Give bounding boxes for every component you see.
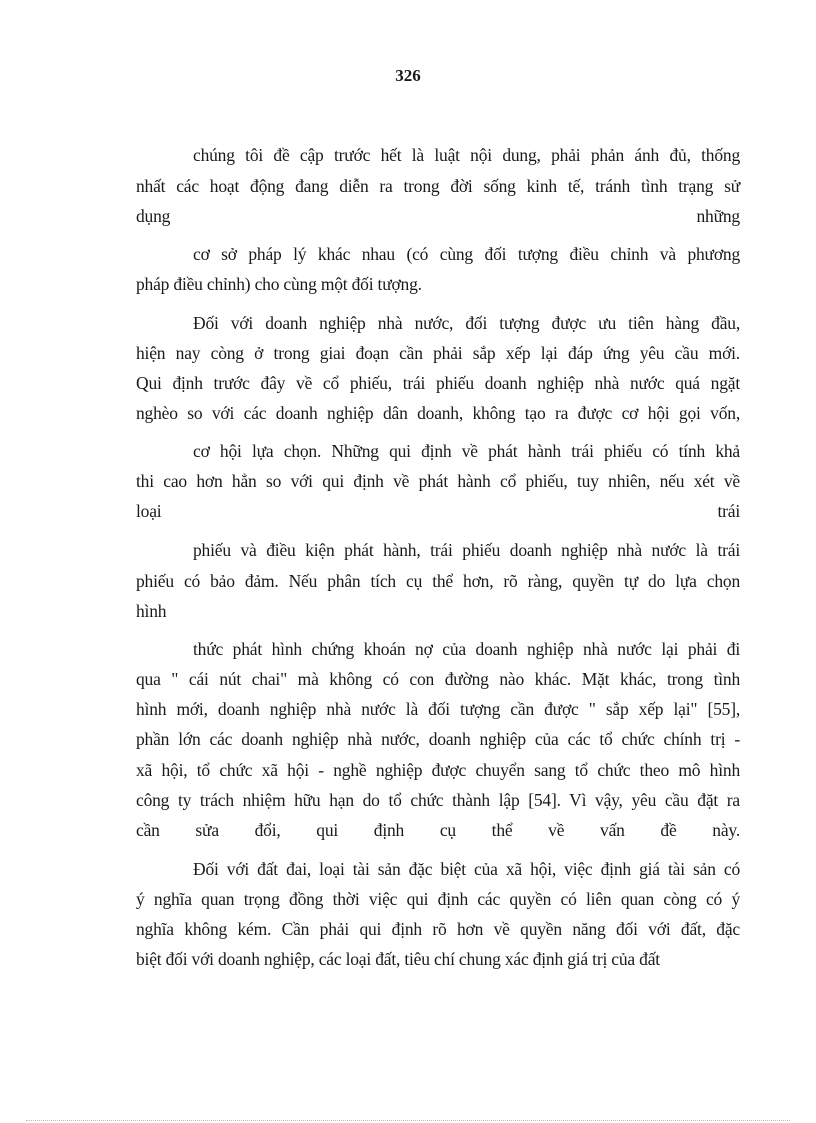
text-line: phiếu có bảo đảm. Nếu phân tích cụ thể hơn, rõ ràng, quyền tự do lựa chọn — [136, 571, 740, 591]
text-line: biệt đối với doanh nghiệp, các loại đất, tiêu chí chung xác định giá trị của đất — [136, 949, 660, 969]
text-line: loại trái — [136, 501, 740, 521]
text-line: hình mới, doanh nghiệp nhà nước là đối tượng cần được " sắp xếp lại" [55], — [136, 699, 740, 719]
text-line: xã hội, tổ chức xã hội - nghề nghiệp được chuyển sang tổ chức theo mô hình — [136, 760, 740, 780]
text-line: pháp điều chỉnh) cho cùng một đối tượng. — [136, 274, 422, 294]
text-line: phần lớn các doanh nghiệp nhà nước, doanh nghiệp của các tổ chức chính trị - — [136, 729, 740, 749]
text-line: cần sửa đổi, qui định cụ thể về vấn đề này. — [136, 820, 740, 840]
text-line: nghĩa không kém. Cần phải qui định rõ hơn về quyền năng đối với đất, đặc — [136, 919, 740, 939]
text-line: nhất các hoạt động đang diễn ra trong đời sống kinh tế, tránh tình trạng sử — [136, 176, 740, 196]
page-bottom-rule — [26, 1120, 790, 1121]
text-line: công ty trách nhiệm hữu hạn do tổ chức thành lập [54]. Vì vậy, yêu cầu đặt ra — [136, 790, 740, 810]
text-line: Đối với đất đai, loại tài sản đặc biệt của xã hội, việc định giá tài sản có — [193, 859, 740, 879]
text-line: Qui định trước đây về cổ phiếu, trái phiếu doanh nghiệp nhà nước quá ngặt — [136, 373, 740, 393]
text-line: Đối với doanh nghiệp nhà nước, đối tượng được ưu tiên hàng đầu, — [193, 313, 740, 333]
text-line: chúng tôi đề cập trước hết là luật nội dung, phải phản ánh đủ, thống — [193, 145, 740, 165]
text-line: cơ sở pháp lý khác nhau (có cùng đối tượng điều chỉnh và phương — [193, 244, 740, 264]
text-line: dụng những — [136, 206, 740, 226]
text-line: nghèo so với các doanh nghiệp dân doanh, không tạo ra được cơ hội gọi vốn, — [136, 403, 740, 423]
text-line: hình — [136, 601, 167, 621]
text-line: cơ hội lựa chọn. Những qui định về phát hành trái phiếu có tính khả — [193, 441, 740, 461]
text-line: hiện nay còng ở trong giai đoạn cần phải sắp xếp lại đáp ứng yêu cầu mới. — [136, 343, 740, 363]
text-line: thi cao hơn hẳn so với qui định về phát hành cổ phiếu, tuy nhiên, nếu xét về — [136, 471, 740, 491]
text-line: ý nghĩa quan trọng đồng thời việc qui định các quyền có liên quan còng có ý — [136, 889, 740, 909]
page-number: 326 — [395, 66, 421, 85]
text-line: phiếu và điều kiện phát hành, trái phiếu doanh nghiệp nhà nước là trái — [193, 540, 740, 560]
text-line: thức phát hình chứng khoán nợ của doanh nghiệp nhà nước lại phải đi — [193, 639, 740, 659]
text-line: qua " cái nút chai" mà không có con đường nào khác. Mặt khác, trong tình — [136, 669, 740, 689]
